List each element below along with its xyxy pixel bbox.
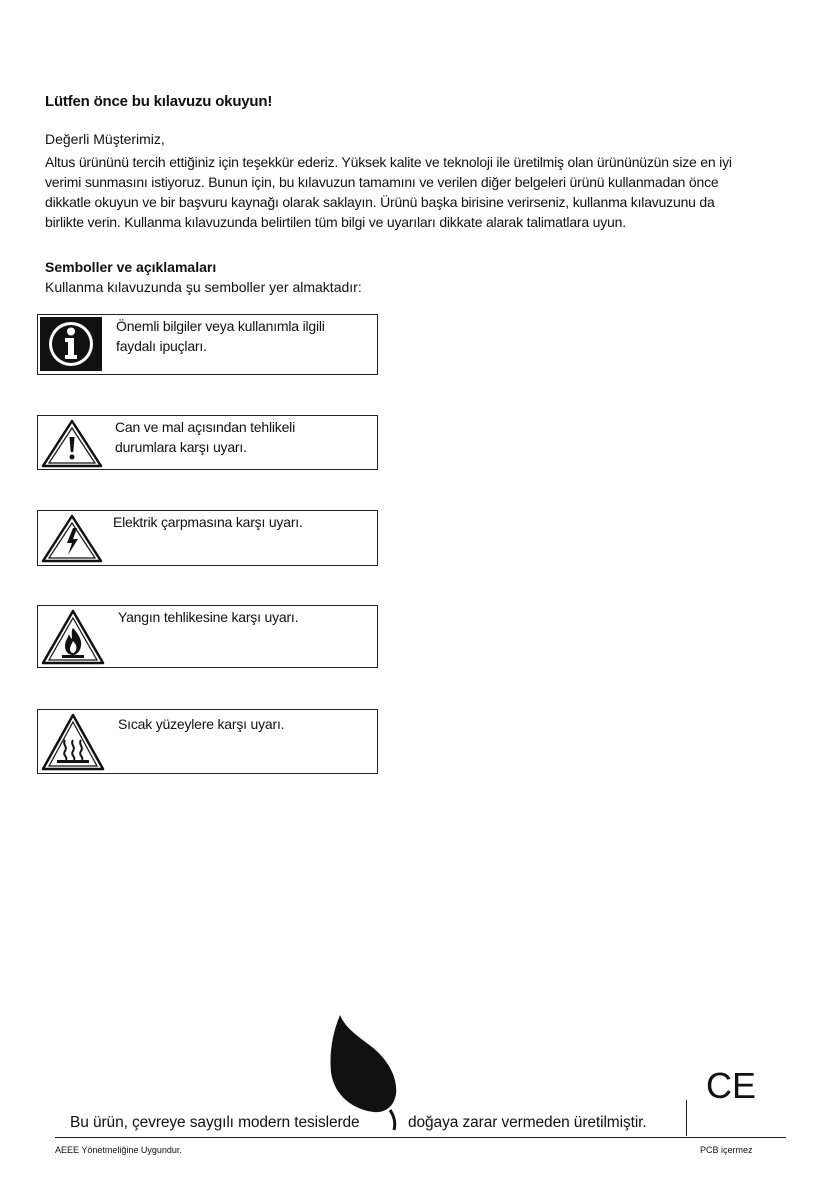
symbols-heading: Semboller ve açıklamaları xyxy=(45,259,217,275)
symbol-text: durumlara karşı uyarı. xyxy=(115,439,247,455)
footer-pcb: PCB içermez xyxy=(700,1145,753,1155)
symbol-text: Yangın tehlikesine karşı uyarı. xyxy=(118,609,299,625)
intro-paragraph xyxy=(45,152,790,232)
divider xyxy=(55,1137,786,1138)
page-heading: Lütfen önce bu kılavuzu okuyun! xyxy=(45,93,273,110)
ce-mark-icon xyxy=(705,1067,757,1108)
intro-line: Altus ürününü tercih ettiğiniz için teşekkür ederiz. Yüksek kalite ve teknoloji ile üretilmiş olan ürününüzün size en iyi xyxy=(45,154,732,170)
divider xyxy=(686,1100,687,1136)
symbol-text: Elektrik çarpmasına karşı uyarı. xyxy=(113,514,303,530)
symbol-text: Can ve mal açısından tehlikeli xyxy=(115,419,295,435)
symbol-text: Sıcak yüzeylere karşı uyarı. xyxy=(118,716,285,732)
greeting: Değerli Müşterimiz, xyxy=(45,131,165,147)
intro-line: birlikte verin. Kullanma kılavuzunda belirtilen tüm bilgi ve uyarıları dikkate alarak talimatlara uyun. xyxy=(45,214,626,230)
intro-line: verimi sunmasını istiyoruz. Bunun için, bu kılavuzun tamamını ve verilen diğer belgeleri ürünü kullanmadan önce xyxy=(45,174,719,190)
intro-line: dikkatle okuyun ve bir başvuru kaynağı olarak saklayın. Ürünü başka birisine verirseniz, kullanma kılavuzunu da xyxy=(45,194,715,210)
symbol-text: Önemli bilgiler veya kullanımla ilgili xyxy=(116,318,325,334)
eco-tagline xyxy=(70,1114,647,1132)
footer-aeee: AEEE Yönetmeliğine Uygundur. xyxy=(55,1145,182,1155)
ce-mark-text: CE xyxy=(705,1067,757,1103)
symbol-text: faydalı ipuçları. xyxy=(116,338,207,354)
symbols-intro: Kullanma kılavuzunda şu semboller yer almaktadır: xyxy=(45,279,362,295)
info-icon xyxy=(40,317,102,376)
warning-icon xyxy=(40,418,104,473)
fire-icon xyxy=(40,608,106,671)
electric-shock-icon xyxy=(40,513,104,569)
symbol-box-info xyxy=(37,314,378,375)
eco-tagline-part2: doğaya zarar vermeden üretilmiştir. xyxy=(408,1114,647,1131)
symbol-box-warning xyxy=(37,415,378,470)
symbol-box-fire xyxy=(37,605,378,668)
symbol-box-hot-surface xyxy=(37,709,378,774)
symbol-box-electric xyxy=(37,510,378,566)
hot-surface-icon xyxy=(40,712,106,777)
eco-tagline-part1: Bu ürün, çevreye saygılı modern tesislerde xyxy=(70,1114,360,1131)
